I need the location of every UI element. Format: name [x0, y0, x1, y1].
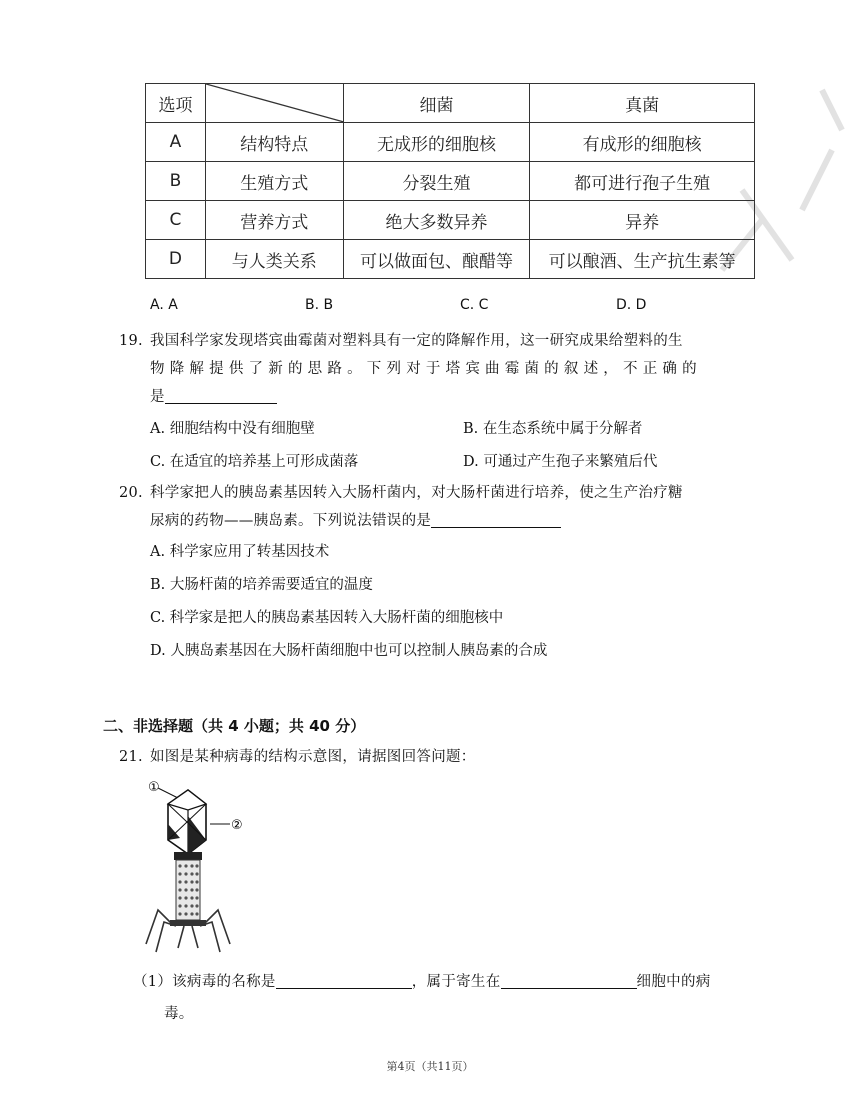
table-cell: D	[146, 240, 206, 279]
q19-line3-text: 是	[150, 389, 165, 405]
q20-line1: 科学家把人的胰岛素基因转入大肠杆菌内，对大肠杆菌进行培养，使之生产治疗糖	[150, 485, 683, 501]
option-a[interactable]: A. A	[150, 297, 178, 313]
diagonal-line	[206, 84, 344, 122]
q19-choice-c[interactable]: C. 在适宜的培养基上可形成菌落	[150, 454, 359, 470]
table-cell: 可以做面包、酿醋等	[343, 240, 530, 279]
q19-line1: 我国科学家发现塔宾曲霉菌对塑料具有一定的降解作用，这一研究成果给塑料的生	[150, 333, 683, 349]
table-cell: 异养	[530, 201, 755, 240]
q19-choice-b[interactable]: B. 在生态系统中属于分解者	[463, 421, 643, 437]
bacteriophage-diagram	[140, 776, 275, 961]
table-header-cell: 真菌	[530, 84, 755, 123]
q20-choice-c[interactable]: C. 科学家是把人的胰岛素基因转入大肠杆菌的细胞核中	[150, 610, 504, 626]
table-diagonal-cell	[205, 84, 343, 123]
table-cell: 结构特点	[205, 123, 343, 162]
table-cell: C	[146, 201, 206, 240]
table-row	[146, 123, 755, 162]
table-row	[146, 162, 755, 201]
q20-number: 20.	[119, 485, 143, 501]
table-row	[146, 201, 755, 240]
table-cell: 可以酿酒、生产抗生素等	[530, 240, 755, 279]
table-header-row	[146, 84, 755, 123]
q20-choice-d[interactable]: D. 人胰岛素基因在大肠杆菌细胞中也可以控制人胰岛素的合成	[150, 643, 548, 659]
q19-line2: 物 降 解 提 供 了 新 的 思 路 。 下 列 对 于 塔 宾 曲 霉 菌 的 叙 述 ， 不 正 确 的	[150, 361, 697, 377]
comparison-table	[145, 83, 755, 279]
q19-answer-blank[interactable]	[165, 385, 277, 404]
q20-answer-blank[interactable]	[431, 509, 561, 528]
virus-collar	[174, 852, 202, 860]
q20-line2	[150, 505, 561, 538]
table-cell: 与人类关系	[205, 240, 343, 279]
virus-tail	[176, 860, 200, 920]
q19-line3	[150, 381, 277, 414]
table-header-cell: 选项	[146, 84, 206, 123]
q21-sub1-line1	[133, 966, 711, 999]
q20-choice-b[interactable]: B. 大肠杆菌的培养需要适宜的温度	[150, 577, 373, 593]
table-row	[146, 240, 755, 279]
option-c[interactable]: C. C	[460, 297, 489, 313]
q19-number: 19.	[119, 333, 143, 349]
q20-choice-a[interactable]: A. 科学家应用了转基因技术	[150, 544, 330, 560]
section-heading: 二、非选择题（共 4 小题；共 40 分）	[103, 717, 366, 735]
table-cell: 绝大多数异养	[343, 201, 530, 240]
table-cell: A	[146, 123, 206, 162]
q20-line2-text: 尿病的药物——胰岛素。下列说法错误的是	[150, 513, 432, 529]
table-cell: 都可进行孢子生殖	[530, 162, 755, 201]
q21-sub1-text-b: ，属于寄生在	[411, 974, 501, 990]
q21-host-cell-blank[interactable]	[501, 970, 637, 989]
label-2: ②	[231, 818, 243, 833]
page-footer: 第4页（共11页）	[386, 1060, 474, 1073]
table-cell: 分裂生殖	[343, 162, 530, 201]
q21-virus-name-blank[interactable]	[276, 970, 412, 989]
table-cell: 生殖方式	[205, 162, 343, 201]
virus-head	[168, 790, 206, 854]
table-cell: B	[146, 162, 206, 201]
q21-sub1-text-a: （1）该病毒的名称是	[133, 974, 276, 990]
label-1: ①	[148, 780, 160, 795]
q21-number: 21.	[119, 749, 143, 765]
table-cell: 无成形的细胞核	[343, 123, 530, 162]
q21-stem: 如图是某种病毒的结构示意图，请据图回答问题：	[150, 749, 476, 765]
option-d[interactable]: D. D	[616, 297, 647, 313]
table-cell: 有成形的细胞核	[530, 123, 755, 162]
table-cell: 营养方式	[205, 201, 343, 240]
option-b[interactable]: B. B	[305, 297, 334, 313]
q19-choice-a[interactable]: A. 细胞结构中没有细胞壁	[150, 421, 315, 437]
q21-sub1-line2: 毒。	[164, 1006, 194, 1022]
q19-choice-d[interactable]: D. 可通过产生孢子来繁殖后代	[463, 454, 658, 470]
q21-sub1-text-c: 细胞中的病	[636, 974, 711, 990]
table-header-cell: 细菌	[343, 84, 530, 123]
